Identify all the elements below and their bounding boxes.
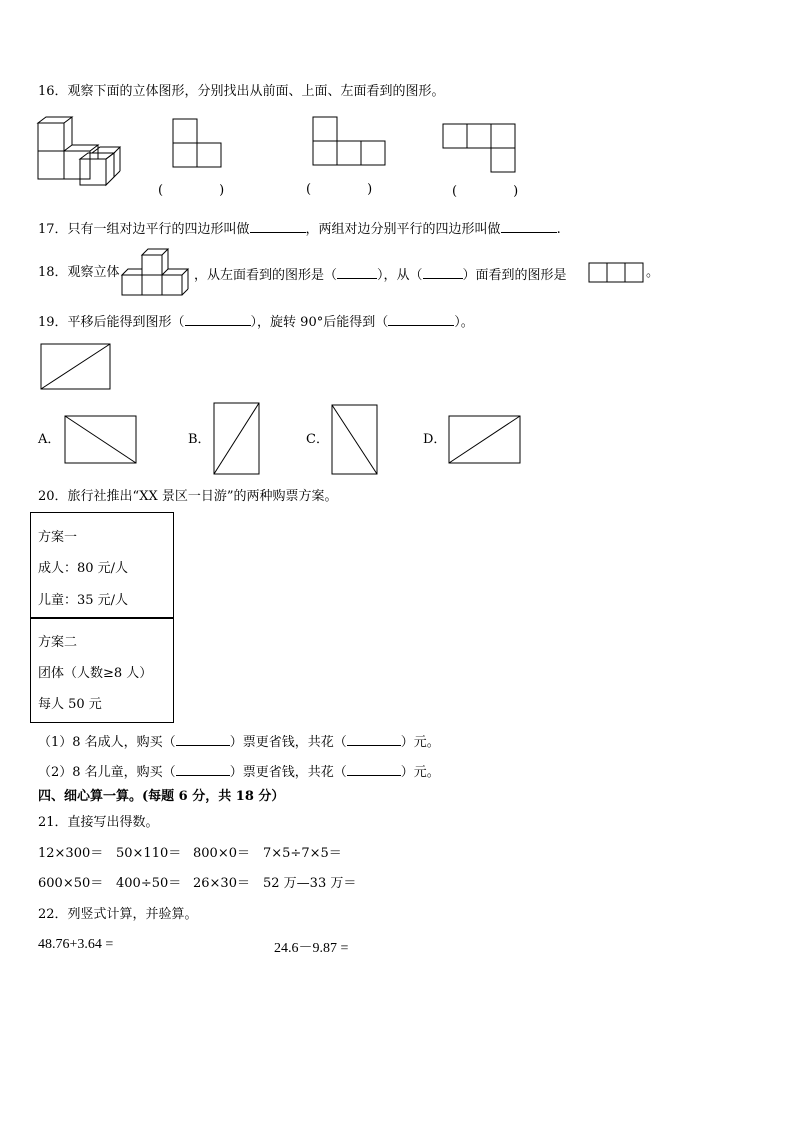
q21-item-3: 800×0＝ xyxy=(193,846,250,861)
plan-1-adult: 成人：80 元/人 xyxy=(38,561,129,576)
q21-text: 21．直接写出得数。 xyxy=(38,815,159,830)
q16-text: 16．观察下面的立体图形，分别找出从前面、上面、左面看到的图形。 xyxy=(38,84,445,99)
q21-item-4: 7×5÷7×5＝ xyxy=(263,846,342,861)
q20-sub2-blank-2[interactable] xyxy=(347,762,401,776)
q19-blank-1[interactable] xyxy=(185,312,251,326)
q19-text-3: ）。 xyxy=(454,315,474,330)
q21-item-2: 50×110＝ xyxy=(116,846,182,861)
q21-item-1: 12×300＝ xyxy=(38,846,104,861)
q17-text-1: 17．只有一组对边平行的四边形叫做 xyxy=(38,222,250,237)
q18-text-1: 18．观察立体 xyxy=(38,265,120,280)
q21-item-5: 600×50＝ xyxy=(38,876,104,891)
q19-original-shape xyxy=(40,343,112,391)
q18-solid-figure xyxy=(121,247,191,299)
section-4-title: 四、细心算一算。(每题 6 分，共 18 分） xyxy=(38,789,285,804)
q17-end: . xyxy=(556,222,561,237)
q19-line xyxy=(38,312,474,331)
q18-text-3: ），从（ xyxy=(377,268,423,283)
q19-option-a-label: A． xyxy=(38,432,61,447)
q16-answer-blank-3[interactable]: ( ) xyxy=(452,184,519,199)
q16-answer-blank-2[interactable]: ( ) xyxy=(306,182,373,197)
q20-sub1: （1）8 名成人，购买（ ）票更省钱，共花（ ）元。 xyxy=(38,732,440,751)
q18-blank-1[interactable] xyxy=(337,265,377,279)
q16-view-2 xyxy=(312,116,390,168)
q19-option-d-label: D． xyxy=(423,432,447,447)
q19-option-b-label: B． xyxy=(188,432,211,447)
q18-view-strip xyxy=(588,262,648,284)
q17-text-2: ，两组对边分别平行的四边形叫做 xyxy=(305,222,501,237)
q17-blank-2[interactable] xyxy=(501,219,557,233)
q17-line xyxy=(38,219,561,238)
plan-2-price: 每人 50 元 xyxy=(38,697,102,712)
plan-1-child: 儿童：35 元/人 xyxy=(38,593,129,608)
q19-text-2: ），旋转 90°后能得到（ xyxy=(250,315,389,330)
plan-2-title: 方案二 xyxy=(38,635,78,650)
q22-item-1: 48.76+3.64 = xyxy=(38,937,114,952)
q18-text-2: ，从左面看到的图形是（ xyxy=(194,268,338,283)
q21-item-7: 26×30＝ xyxy=(193,876,250,891)
q18-text-4: ）面看到的图形是 xyxy=(462,268,567,283)
q20-sub2-blank-1[interactable] xyxy=(176,762,230,776)
q18-line xyxy=(194,265,567,284)
q16-solid-figure xyxy=(36,115,126,185)
plan-2-group: 团体（人数≥8 人） xyxy=(38,666,153,681)
q20-sub2: （2）8 名儿童，购买（ ）票更省钱，共花（ ）元。 xyxy=(38,762,440,781)
q16-view-1 xyxy=(172,118,224,170)
q16-answer-blank-1[interactable]: ( ) xyxy=(158,183,225,198)
q20-text: 20．旅行社推出“XX 景区一日游”的两种购票方案。 xyxy=(38,489,338,504)
q20-sub1-blank-1[interactable] xyxy=(176,732,230,746)
q18-end: 。 xyxy=(646,265,660,280)
q20-sub1-blank-2[interactable] xyxy=(347,732,401,746)
q18-blank-2[interactable] xyxy=(423,265,463,279)
q19-option-c-shape[interactable] xyxy=(331,404,379,476)
q16-view-3 xyxy=(442,123,520,175)
q19-option-a-shape[interactable] xyxy=(64,415,138,465)
q21-item-8: 52 万—33 万＝ xyxy=(263,876,357,891)
q22-item-2: 24.6－9.87 = xyxy=(274,941,349,956)
q17-blank-1[interactable] xyxy=(250,219,306,233)
q19-blank-2[interactable] xyxy=(388,312,454,326)
q19-option-d-shape[interactable] xyxy=(448,415,522,465)
q19-option-c-label: C． xyxy=(306,432,329,447)
q19-option-b-shape[interactable] xyxy=(213,402,261,476)
q19-text-1: 19．平移后能得到图形（ xyxy=(38,315,185,330)
plan-1-title: 方案一 xyxy=(38,530,78,545)
q22-text: 22．列竖式计算，并验算。 xyxy=(38,907,198,922)
q21-item-6: 400÷50＝ xyxy=(116,876,182,891)
